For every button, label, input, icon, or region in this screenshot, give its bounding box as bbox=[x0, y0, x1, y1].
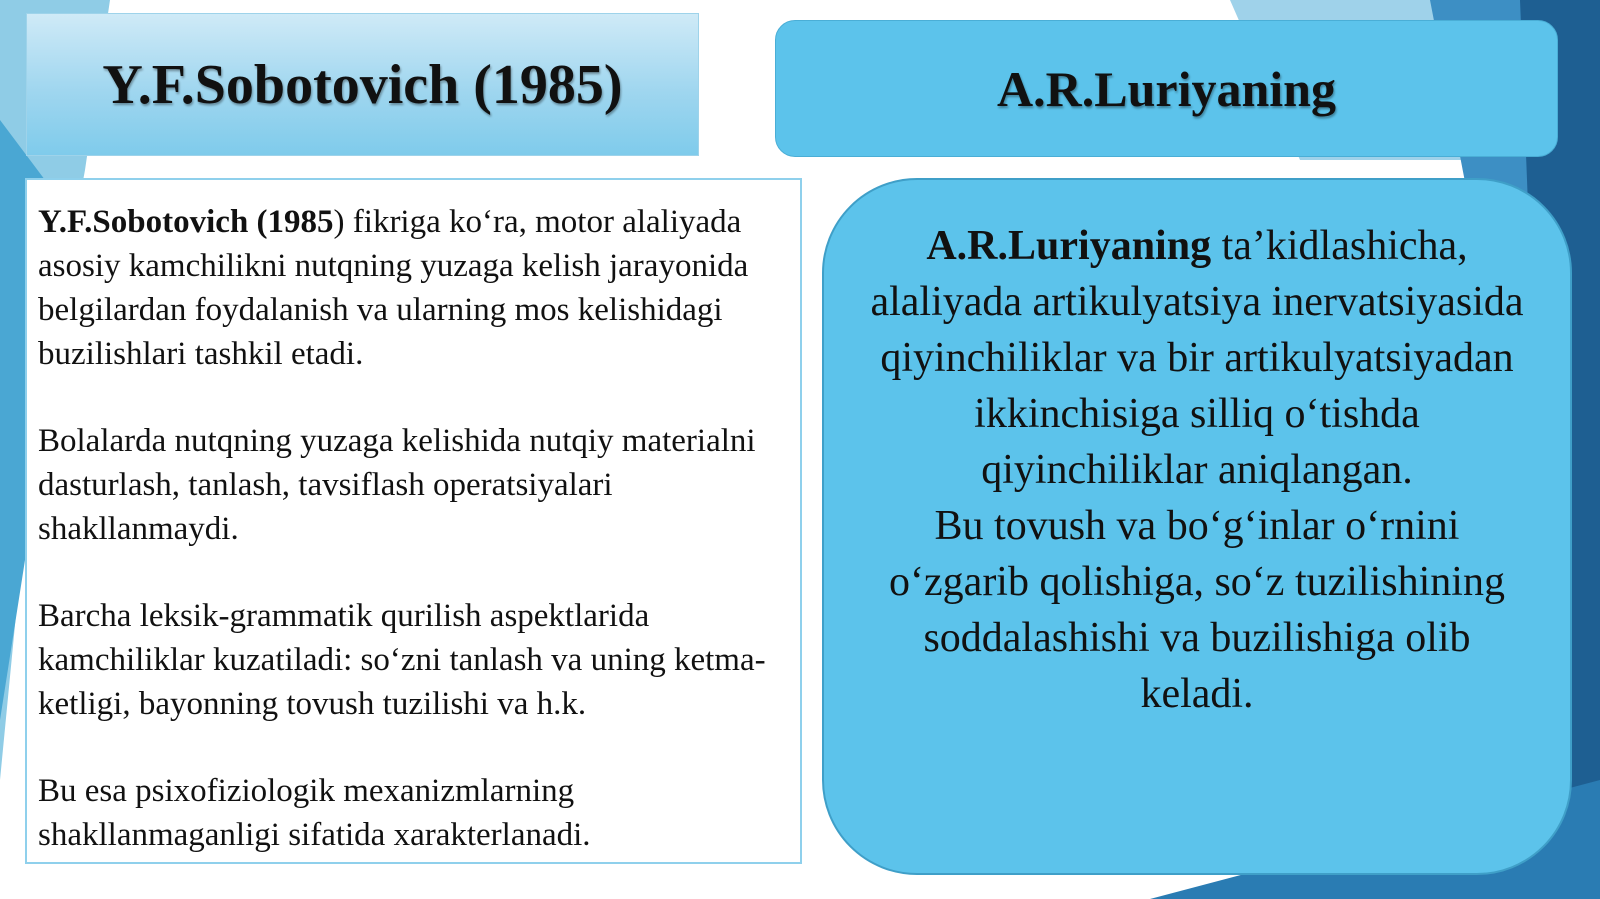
left-title-box bbox=[26, 13, 699, 156]
left-paragraph-1-bold: Y.F.Sobotovich (1985 bbox=[38, 204, 334, 240]
right-paragraph-1-bold: A.R.Luriyaning bbox=[926, 223, 1212, 269]
right-paragraph-1-text: ta’kidlashicha, alaliyada artikulyatsiya inervatsiyasida qiyinchiliklar va bir artikulyatsiyadan ikkinchisiga silliq o‘tishda qiyinchiliklar aniqlangan. bbox=[870, 223, 1524, 493]
left-paragraph-3: Barcha leksik-grammatik qurilish aspektlarida kamchiliklar kuzatiladi: so‘zni tanlash va uning ketma-ketligi, bayonning tovush tuzilishi va h.k. bbox=[38, 598, 766, 722]
left-paragraph-1-text: ) fikriga ko‘ra, motor alaliyada asosiy kamchilikni nutqning yuzaga kelish jarayonida belgilardan foydalanish va ularning mos kelishidagi buzilishlari tashkil etadi. bbox=[38, 204, 749, 372]
left-title: Y.F.Sobotovich (1985) bbox=[102, 53, 623, 116]
right-title-box bbox=[775, 20, 1558, 157]
left-paragraph-2: Bolalarda nutqning yuzaga kelishida nutqiy materialni dasturlash, tanlash, tavsiflash operatsiyalari shakllanmaydi. bbox=[38, 423, 756, 547]
left-text-panel bbox=[25, 178, 802, 864]
left-paragraph-4: Bu esa psixofiziologik mexanizmlarning shakllanmaganligi sifatida xarakterlanadi. bbox=[38, 773, 591, 853]
right-title: A.R.Luriyaning bbox=[997, 60, 1336, 117]
right-paragraph-2: Bu tovush va bo‘g‘inlar o‘rnini o‘zgarib qolishiga, so‘z tuzilishining soddalashishi va buzilishiga olib keladi. bbox=[889, 503, 1505, 717]
left-paragraph-1 bbox=[38, 200, 786, 376]
right-text-panel bbox=[822, 178, 1572, 875]
right-paragraph-1 bbox=[864, 218, 1530, 498]
